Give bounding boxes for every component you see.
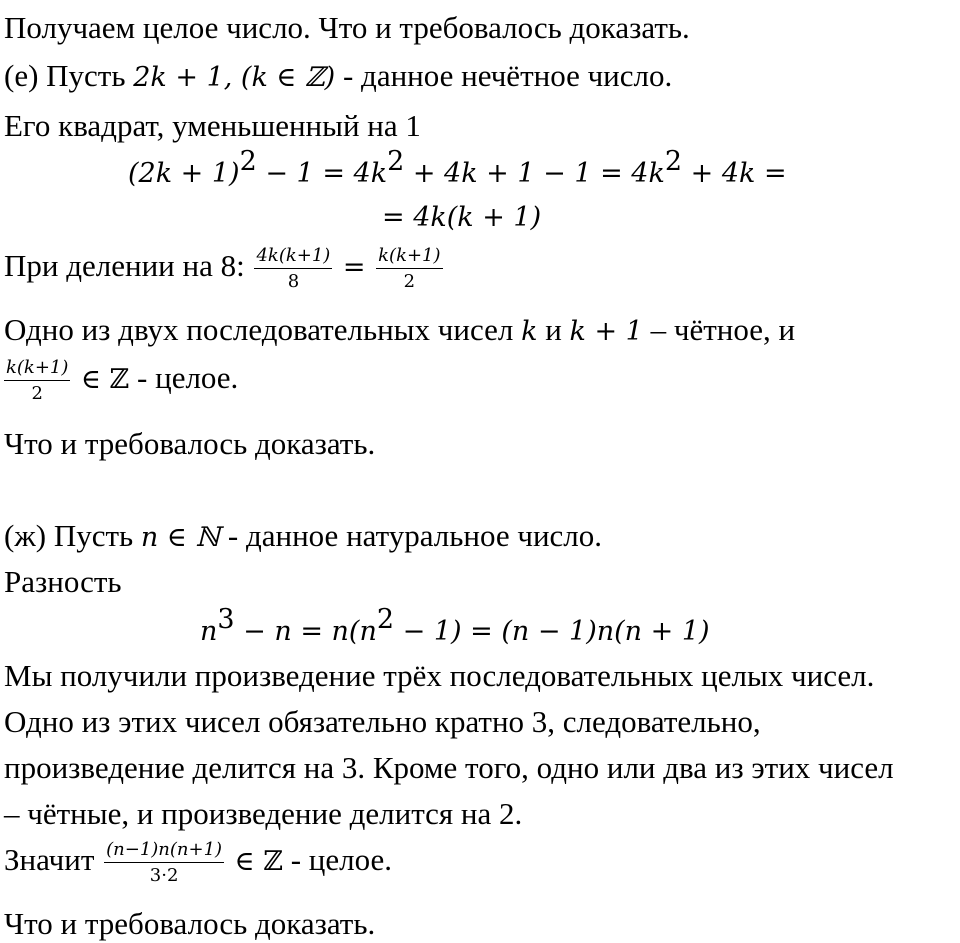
math-eq1-exp2: 2 bbox=[387, 146, 405, 177]
text-line-divisible-3 bbox=[4, 706, 761, 737]
text-line-conclusion-1 bbox=[4, 12, 690, 43]
fraction-numerator: (n−1)n(n+1) bbox=[104, 840, 224, 863]
text-part-zh-desc: - данное натуральное число. bbox=[220, 518, 603, 553]
math-eq1-exp1: 2 bbox=[239, 146, 257, 177]
text-consecutive-numbers: Одно из двух последовательных чисел bbox=[4, 312, 522, 347]
fraction-denominator: 2 bbox=[403, 270, 416, 292]
text-line-square bbox=[4, 110, 421, 141]
math-eq3-part-a: n bbox=[200, 616, 218, 647]
text-part-e-label: (е) Пусть bbox=[4, 58, 134, 93]
math-in-integers: ∈ ℤ bbox=[226, 845, 283, 877]
math-eq3-exp2: 2 bbox=[376, 604, 395, 635]
text-part-zh-label: (ж) Пусть bbox=[4, 518, 141, 553]
math-k-plus-1: k + 1 bbox=[569, 316, 643, 347]
text-qed-1: Что и требовалось доказать. bbox=[4, 426, 376, 461]
text-line-divisible-3-cont bbox=[4, 752, 894, 783]
text-line-qed-1 bbox=[4, 428, 375, 459]
text-conclusion-1: Получаем целое число. Что и требовалось доказать. bbox=[4, 10, 690, 45]
text-integer: - целое. bbox=[282, 841, 392, 877]
text-line-therefore bbox=[4, 840, 392, 886]
text-therefore: Значит bbox=[4, 841, 103, 877]
text-square-minus-one: Его квадрат, уменьшенный на 1 bbox=[4, 108, 421, 143]
math-eq3-exp1: 3 bbox=[217, 604, 235, 635]
fraction-product-over-6 bbox=[104, 840, 224, 886]
fraction-4k-over-8 bbox=[254, 246, 332, 292]
math-eq3-part-c: − 1) = (n − 1)n(n + 1) bbox=[394, 616, 710, 647]
fraction-denominator: 8 bbox=[287, 270, 300, 292]
math-eq1-part-c: + 4k + 1 − 1 = 4k bbox=[404, 158, 665, 189]
text-line-part-zh-intro bbox=[4, 520, 602, 551]
fraction-numerator: 4k(k+1) bbox=[254, 246, 332, 269]
text-difference: Разность bbox=[4, 564, 122, 599]
text-line-part-e-intro bbox=[4, 60, 672, 91]
math-equals: = bbox=[334, 251, 375, 283]
text-line-product bbox=[4, 660, 874, 691]
math-eq1-part-b: − 1 = 4k bbox=[256, 158, 388, 189]
text-divisible-by-3: произведение делится на 3. Кроме того, одно или два из этих чисел bbox=[4, 750, 894, 785]
math-eq3-part-b: − n = n(n bbox=[234, 616, 377, 647]
text-line-integer-result bbox=[4, 358, 238, 404]
equation-factored bbox=[382, 200, 541, 231]
text-divisible-by-2: – чётные, и произведение делится на 2. bbox=[4, 796, 523, 831]
text-even-and: – чётное, и bbox=[642, 312, 796, 347]
text-division-by-8: При делении на 8: bbox=[4, 247, 253, 283]
text-qed-2: Что и требовалось доказать. bbox=[4, 906, 376, 941]
text-line-division bbox=[4, 246, 445, 292]
equation-cube-difference bbox=[200, 604, 710, 647]
equation-square-expansion bbox=[128, 146, 787, 189]
math-odd-number: 2k + 1, (k ∈ ℤ) bbox=[133, 62, 336, 93]
math-eq1-exp3: 2 bbox=[664, 146, 683, 177]
math-eq2: = 4k(k + 1) bbox=[382, 202, 542, 233]
fraction-numerator: k(k+1) bbox=[4, 358, 70, 381]
text-integer: - целое. bbox=[129, 359, 239, 395]
math-k: k bbox=[521, 316, 538, 347]
text-line-divisible-2 bbox=[4, 798, 522, 829]
math-in-integers: ∈ ℤ bbox=[72, 363, 130, 395]
text-and: и bbox=[537, 312, 570, 347]
text-line-difference bbox=[4, 566, 122, 597]
text-product-of-three: Мы получили произведение трёх последовательных целых чисел. bbox=[4, 658, 875, 693]
fraction-denominator: 2 bbox=[31, 382, 43, 404]
text-multiple-of-3: Одно из этих чисел обязательно кратно 3, следовательно, bbox=[4, 704, 761, 739]
text-part-e-desc: - данное нечётное число. bbox=[335, 58, 673, 93]
text-line-qed-2 bbox=[4, 908, 375, 939]
fraction-k-over-2 bbox=[376, 246, 442, 292]
fraction-k-over-2-result bbox=[4, 358, 70, 404]
text-line-consecutive bbox=[4, 314, 795, 345]
math-eq1-part-d: + 4k = bbox=[682, 158, 787, 189]
math-eq1-part-a: (2k + 1) bbox=[128, 158, 240, 189]
fraction-numerator: k(k+1) bbox=[376, 246, 442, 269]
fraction-denominator: 3·2 bbox=[149, 864, 179, 886]
math-n-natural: n ∈ ℕ bbox=[140, 522, 221, 553]
